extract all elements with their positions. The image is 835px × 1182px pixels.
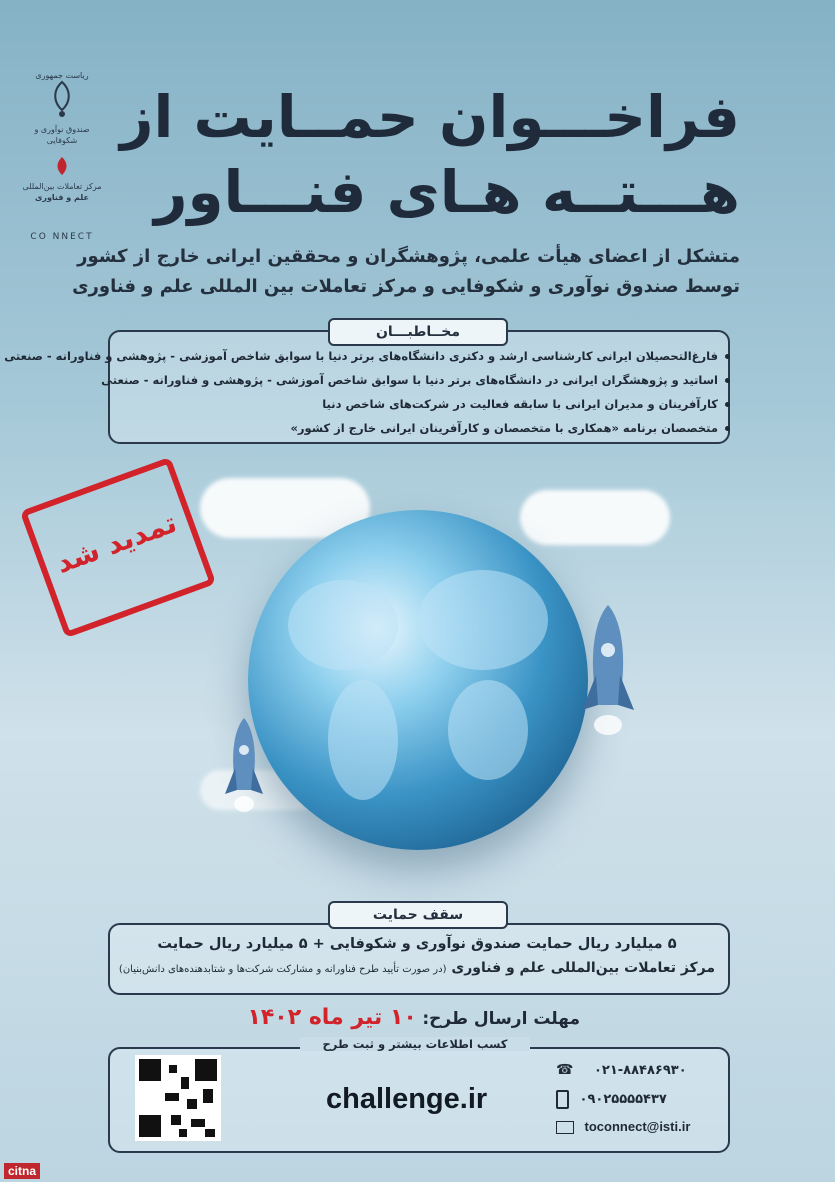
mobile-row — [556, 1090, 667, 1109]
connect-logo — [22, 232, 102, 243]
presidency-logo — [22, 71, 102, 146]
stamp-text: تمدید شد — [51, 505, 181, 580]
audience-header: مخــاطبـــان — [328, 318, 508, 346]
support-box — [108, 923, 730, 995]
support-line1: ۵ میلیارد ریال حمایت صندوق نوآوری و شکوفایی + ۵ میلیارد ریال حمایت — [157, 936, 677, 952]
bullet-icon — [725, 378, 730, 383]
website-link[interactable]: challenge.ir — [326, 1083, 488, 1115]
subtitle-line2: توسط صندوق نوآوری و شکوفایی و مرکز تعاملات بین المللی علم و فناوری — [72, 276, 740, 297]
audience-item: فارغ‌التحصیلان ایرانی کارشناسی ارشد و دکتری دانشگاه‌های برتر دنیا با سوابق شاخص آموزشی - پژوهشی و فناورانه - صنعتی — [120, 344, 730, 368]
phone-row — [556, 1062, 687, 1078]
bullet-icon — [725, 402, 730, 407]
extended-stamp — [20, 457, 217, 639]
isti-logo — [22, 155, 102, 203]
logo3-text: CO NNECT — [30, 232, 94, 242]
audience-list — [4, 344, 730, 440]
qr-code[interactable] — [135, 1055, 221, 1141]
globe-illustration — [248, 510, 588, 850]
logo1-sub: صندوق نوآوری و شکوفایی — [34, 125, 90, 145]
cloud-decoration — [520, 490, 670, 545]
audience-item: متخصصان برنامه «همکاری با متخصصان و کارآفرینان ایرانی خارج از کشور» — [120, 416, 730, 440]
deadline — [247, 1005, 580, 1030]
support-line2-main: مرکز تعاملات بین‌المللی علم و فناوری — [451, 960, 716, 976]
page-title-line1: فراخـــوان حمــایت از — [120, 83, 740, 151]
phone-number[interactable]: ۰۲۱-۸۸۴۸۶۹۳۰ — [593, 1063, 687, 1078]
audience-item: کارآفرینان و مدیران ایرانی با سابقه فعالیت در شرکت‌های شاخص دنیا — [120, 392, 730, 416]
support-header: سقف حمایت — [328, 901, 508, 929]
innovation-fund-icon — [45, 78, 79, 120]
logo2-line2: علم و فناوری — [35, 193, 89, 202]
bullet-icon — [725, 354, 730, 359]
page-title-line2: هـــتــه هـای فنـــاور — [154, 158, 740, 226]
email-row — [556, 1119, 690, 1135]
subtitle-line1: متشکل از اعضای هیأت علمی، پژوهشگران و محققین ایرانی خارج از کشور — [77, 246, 740, 267]
logo1-text: ریاست جمهوری — [35, 71, 89, 80]
footer-header: کسب اطلاعات بیشتر و ثبت طرح — [300, 1037, 530, 1051]
watermark: citna — [4, 1163, 40, 1179]
rocket-icon — [578, 605, 638, 735]
support-line2 — [118, 960, 716, 976]
mobile-icon — [556, 1090, 569, 1109]
rocket-icon — [222, 718, 266, 813]
mobile-number[interactable]: ۰۹۰۲۵۵۵۵۴۳۷ — [579, 1092, 667, 1107]
bullet-icon — [725, 426, 730, 431]
audience-item: اساتید و پژوهشگران ایرانی در دانشگاه‌های برتر دنیا با سوابق شاخص آموزشی - پژوهشی و فناورانه - صنعتی — [120, 368, 730, 392]
emblem-icon — [51, 155, 73, 177]
phone-icon: ☎ — [556, 1062, 574, 1078]
deadline-label: مهلت ارسال طرح: — [422, 1009, 580, 1029]
email-address[interactable]: toconnect@isti.ir — [584, 1119, 691, 1134]
email-icon — [556, 1121, 574, 1134]
support-line2-note: (در صورت تأیید طرح فناورانه و مشارکت شرکت‌ها و شتابدهنده‌های دانش‌بنیان) — [118, 964, 447, 975]
logo2-line1: مرکز تعاملات بین‌المللی — [22, 182, 102, 191]
deadline-value: ۱۰ تیر ماه ۱۴۰۲ — [247, 1005, 417, 1030]
